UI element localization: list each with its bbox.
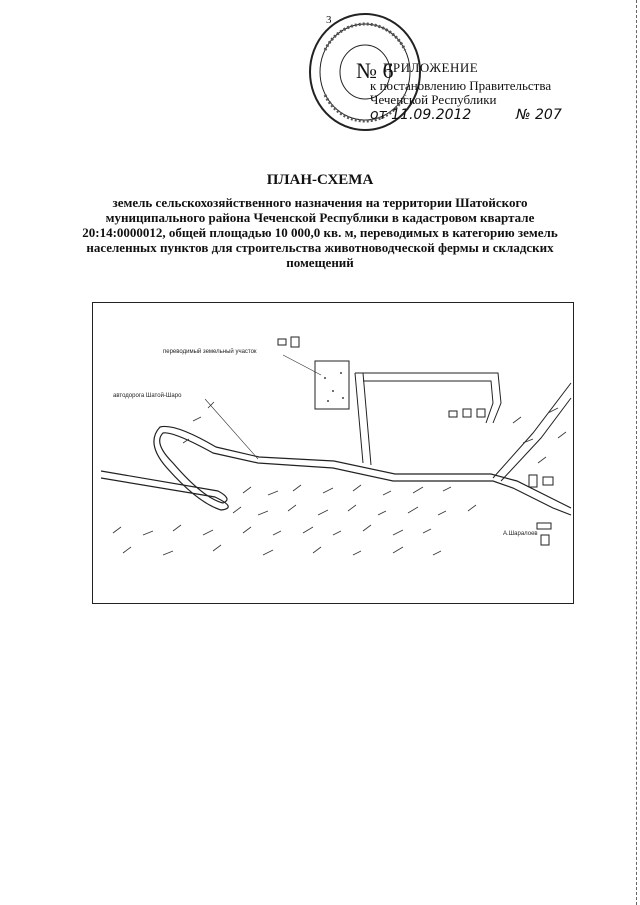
main-road xyxy=(101,426,571,515)
appendix-title: ПРИЛОЖЕНИЕ xyxy=(383,60,479,75)
document-title: ПЛАН-СХЕМА xyxy=(266,172,374,188)
access-road xyxy=(355,373,571,481)
road-label: автодорога Шатой-Шаро xyxy=(113,393,182,399)
site-plan-map xyxy=(92,302,574,604)
appendix-number: № 207 xyxy=(516,107,562,123)
page-number: 3 xyxy=(326,14,332,26)
terrain-hatching xyxy=(113,402,566,555)
document-subtitle: земель сельскохозяйственного назначения на территории Шатойского муниципального района Чеченской Республики в кадастровом квартале 20:14:0000012, общей площадью 10 000,0 кв. м, переводимых в категорию земель населенных пунктов для строительства животноводческой фермы и складских помещений xyxy=(82,195,558,270)
scan-edge xyxy=(636,0,638,905)
appendix-line-2: Чеченской Республики xyxy=(370,92,497,107)
appendix-date: от 11.09.2012 xyxy=(370,107,472,123)
buildings xyxy=(278,337,553,545)
appendix-line-1: к постановлению Правительства xyxy=(370,78,552,93)
site-plan-drawing xyxy=(93,303,573,603)
stamp-number: № 6 xyxy=(356,58,394,83)
plot-label: переводимый земельный участок xyxy=(163,349,257,355)
village-label: А.Шаралоев xyxy=(503,531,538,537)
land-plot xyxy=(315,361,349,409)
